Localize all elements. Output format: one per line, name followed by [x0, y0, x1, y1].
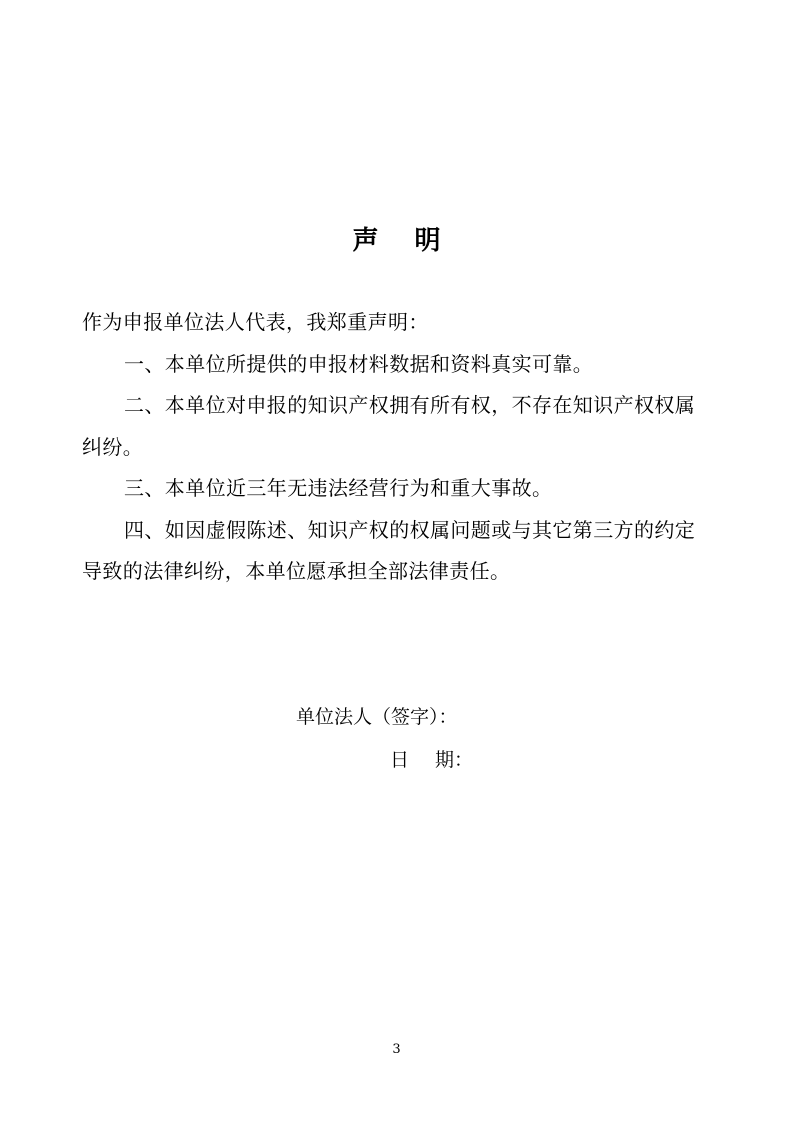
date-label-part-2: 期：	[435, 749, 474, 771]
clause-2: 二、本单位对申报的知识产权拥有所有权，不存在知识产权权属纠纷。	[82, 393, 696, 459]
declaration-body	[82, 302, 714, 593]
clause-4: 四、如因虚假陈述、知识产权的权属问题或与其它第三方的约定导致的法律纠纷，本单位愿承担全部法律责任。	[82, 517, 696, 583]
page-title: 声明	[352, 226, 477, 256]
date-label-part-1: 日	[390, 749, 410, 771]
intro-paragraph: 作为申报单位法人代表，我郑重声明：	[82, 310, 429, 334]
legal-person-signature-label: 单位法人（签字）：	[296, 706, 458, 728]
clause-1: 一、本单位所提供的申报材料数据和资料真实可靠。	[124, 351, 594, 376]
clause-3: 三、本单位近三年无违法经营行为和重大事故。	[124, 476, 553, 500]
date-label	[390, 745, 473, 775]
page-number: 3	[392, 1042, 401, 1057]
